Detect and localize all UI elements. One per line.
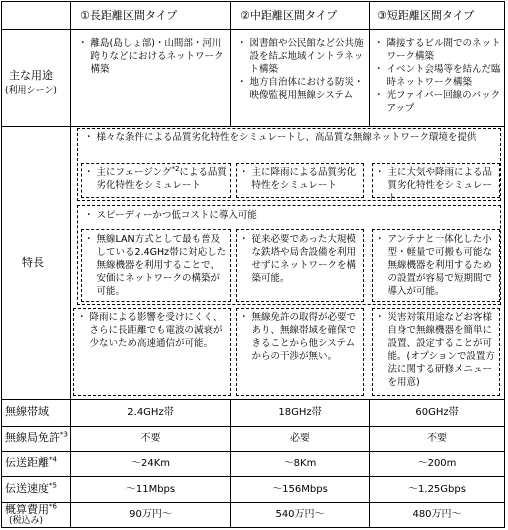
feature-col1-a: ・ 主にフェージング$^{*2}$による品質劣化特性をシミュレート <box>84 164 227 191</box>
feature-col3-b: ・ アンテナと一体化した小型・軽量で可搬も可能な無線機器を利用するための設置が容易で短期間で導入が可能。 <box>375 234 493 297</box>
feature-col2-b: ・ 従来必要であった大規模な鉄塔や局舎設備を利用せずにネットワークを構築可能。 <box>239 234 357 284</box>
feature-col3-c: ・ 災害対策用途などお客様自身で無線機器を簡単に設置、設定することが可能。(オプションで設置方法に関する研修メニューを用意) <box>375 312 495 388</box>
speed-label: 伝送速度$^{*5}$ <box>5 481 57 495</box>
header-mid-range: ②中距離区間タイプ <box>240 9 338 22</box>
speed-col2: 〜156Mbps <box>272 484 328 495</box>
use-col2 <box>237 37 365 102</box>
feature-col1-b: ・ 無線LAN方式として最も普及している2.4GHz帯に対応した無線機器を利用することで、安価にネットワークの構築が可能。 <box>84 234 227 297</box>
feature-label: 特長 <box>22 256 44 269</box>
cost-col1: 90万円〜 <box>129 509 172 520</box>
list-item: ・ 地方自治体における防災・映像監視用無線システム <box>237 77 364 101</box>
band-col1: 2.4GHz帯 <box>127 407 174 418</box>
cost-col3: 480万円〜 <box>412 509 462 520</box>
band-col3: 60GHz帯 <box>415 407 459 418</box>
license-col1: 不要 <box>140 433 161 444</box>
use-col3 <box>374 37 502 115</box>
use-sublabel: (利用シーン) <box>5 86 57 96</box>
feature-col2-a: ・ 主に降雨による品質劣化特性をシミュレート <box>239 167 357 191</box>
license-label: 無線局免許$^{*3}$ <box>5 430 68 444</box>
band-col2: 18GHz帯 <box>278 407 322 418</box>
cost-label: 概算費用$^{*6}$ <box>5 502 57 516</box>
list-item: ・ 隣接するビル間でのネットワーク構築 <box>374 38 501 62</box>
cost-col2: 540万円〜 <box>275 509 325 520</box>
feature-col1-c: ・ 降雨による影響を受けにくく、さらに長距離でも電波の減衰が少ないため高速通信が可能。 <box>77 312 223 349</box>
band-label: 無線帯域 <box>5 405 49 418</box>
distance-label: 伝送距離$^{*4}$ <box>5 455 57 469</box>
header-short-range: ③短距離区間タイプ <box>377 9 475 22</box>
distance-col1: 〜24Km <box>130 458 171 469</box>
license-col3: 不要 <box>427 433 447 444</box>
use-col1 <box>78 37 226 76</box>
feature-common-1: ・ 様々な条件による品質劣化特性をシミュレートし、高品質な無線ネットワーク環境を提供 <box>84 132 477 143</box>
use-label: 主な用途 <box>9 69 53 82</box>
list-item: ・ 図書館や公民館など公共施設を結ぶ地域イントラネット構築 <box>237 38 364 75</box>
list-item: ・ イベント会場等を結んだ臨時ネットワーク構築 <box>374 64 501 88</box>
list-item: ・ 光ファイバー回線のバックアップ <box>374 90 501 114</box>
speed-col3: 〜1.25Gbps <box>408 484 466 495</box>
list-item: ・ 離島(島しょ部)・山間部・河川跨りなどにおけるネットワーク構築 <box>78 38 224 75</box>
feature-common-2: ・ スピーディーかつ低コストに導入可能 <box>84 210 257 221</box>
feature-col2-c: ・ 無線免許の取得が必要であり、無線帯域を確保できることから他システムからの干渉が無い。 <box>239 312 357 362</box>
speed-col1: 〜11Mbps <box>125 484 176 495</box>
feature-col3-a: ・ 主に大気や降雨による品質劣化特性をシミュレート <box>375 167 493 204</box>
distance-col2: 〜8Km <box>283 458 317 469</box>
header-long-range: ①長距離区間タイプ <box>80 9 178 22</box>
license-col2: 必要 <box>290 433 310 444</box>
distance-col3: 〜200m <box>417 458 457 469</box>
cost-sublabel: (税込み) <box>9 516 44 526</box>
